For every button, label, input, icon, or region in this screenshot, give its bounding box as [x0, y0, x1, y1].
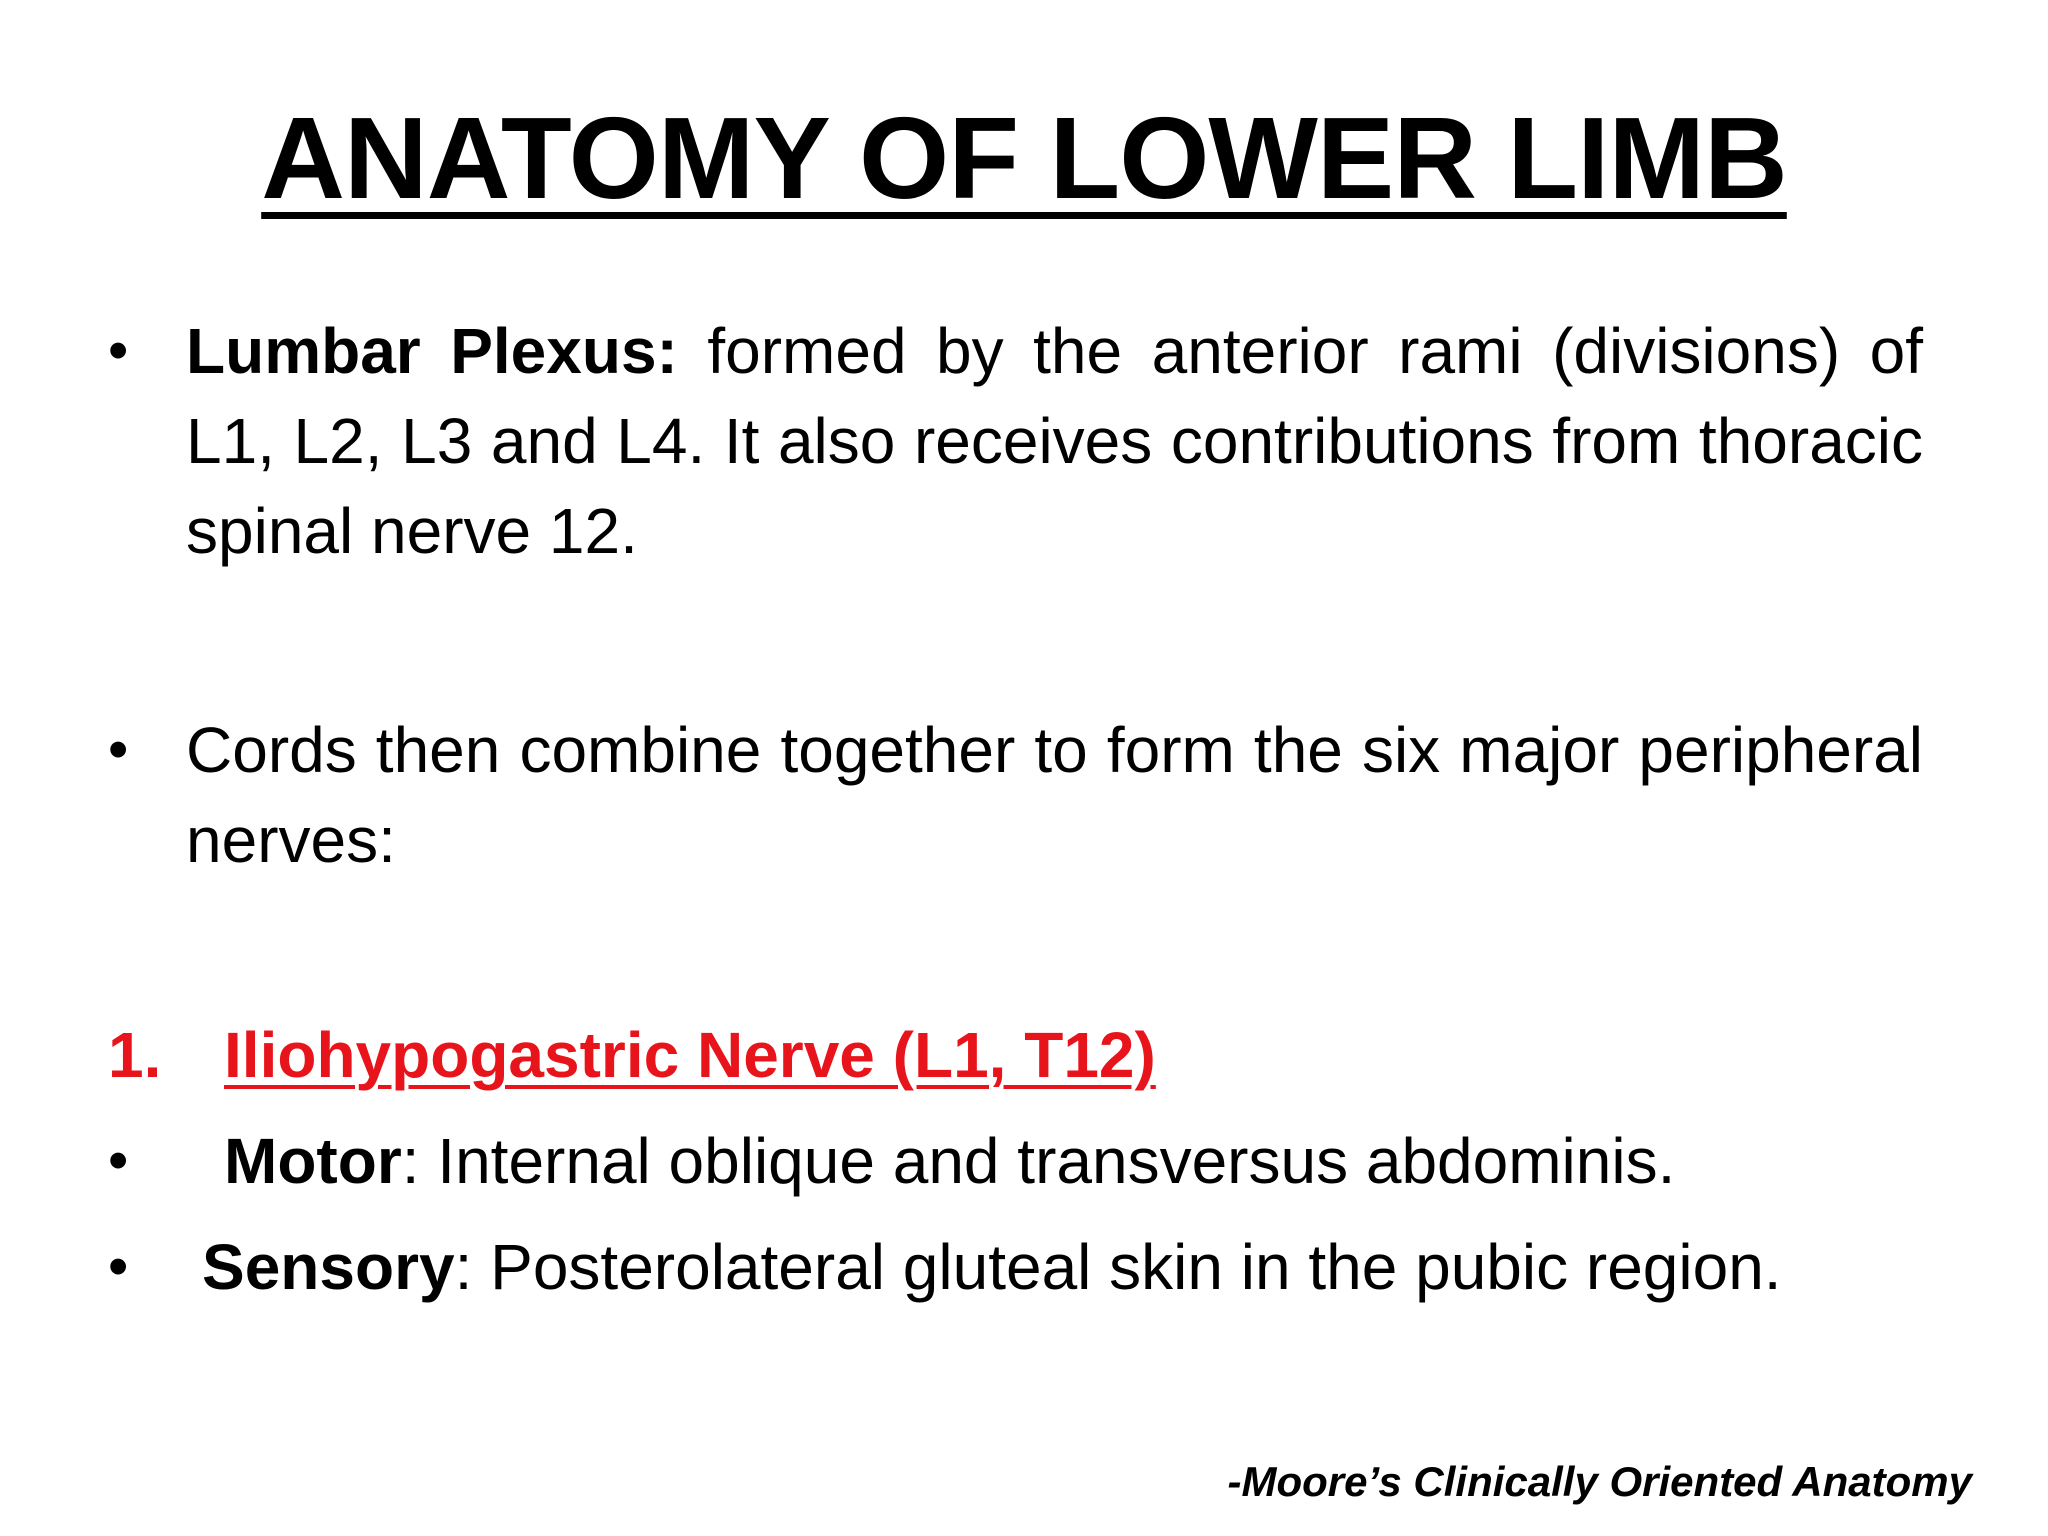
bullet-bold-term: Lumbar Plexus: — [186, 315, 678, 387]
sub-bullet-motor — [108, 1116, 1923, 1206]
item-number: 1. — [108, 1019, 162, 1091]
bullet-text — [186, 306, 1923, 576]
bullet-dot: • — [108, 1128, 129, 1193]
bullet-dot: • — [108, 318, 129, 383]
bullet-lumbar-plexus — [108, 306, 1923, 576]
bullet-dot: • — [108, 717, 129, 782]
sub-bullet-body: : Internal oblique and transversus abdominis. — [401, 1125, 1676, 1197]
bullet-text — [186, 705, 1923, 885]
bullet-dot: • — [108, 1234, 129, 1299]
citation-source: -Moore’s Clinically Oriented Anatomy — [1227, 1458, 1972, 1505]
sub-bullet-body: : Posterolateral gluteal skin in the pubic region. — [454, 1231, 1782, 1303]
numbered-item-iliohypogastric — [108, 1010, 1923, 1100]
sub-bullet-text — [202, 1222, 1923, 1312]
sub-bullet-text — [224, 1116, 1923, 1206]
sub-bullet-sensory — [108, 1222, 1923, 1312]
bullet-body: Cords then combine together to form the six major peripheral nerves: — [186, 714, 1923, 876]
bullet-cords — [108, 705, 1923, 885]
item-heading: Iliohypogastric Nerve (L1, T12) — [224, 1019, 1156, 1091]
sub-bullet-term: Motor — [224, 1125, 402, 1197]
slide-title-text: ANATOMY OF LOWER LIMB — [261, 93, 1787, 223]
sub-bullet-term: Sensory — [202, 1231, 455, 1303]
bullet-body: formed by the anterior rami (divisions) of L1, L2, L3 and L4. It also receives contributions from thoracic spinal nerve 12. — [186, 315, 1924, 567]
slide-title — [0, 88, 2048, 228]
